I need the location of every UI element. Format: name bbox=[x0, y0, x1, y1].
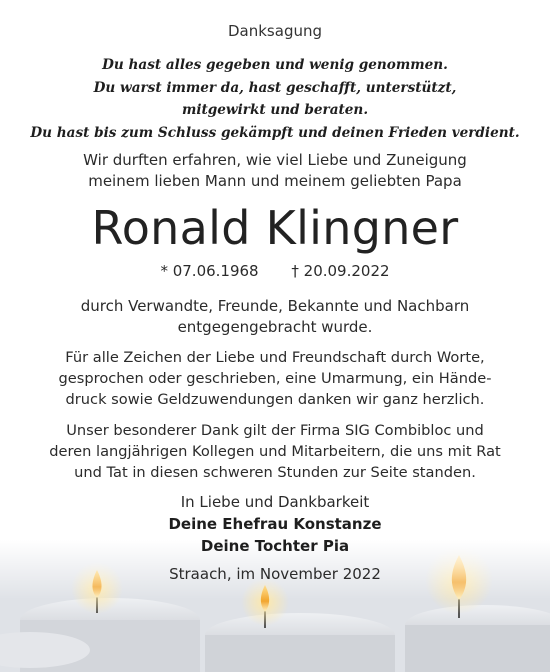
paragraph-line: gesprochen oder geschrieben, eine Umarmung, ein Hände- bbox=[58, 370, 492, 387]
intro-line: meinem lieben Mann und meinem geliebten Papa bbox=[88, 172, 462, 190]
life-dates bbox=[0, 262, 550, 280]
paragraph-line: entgegengebracht wurde. bbox=[177, 318, 373, 336]
place-and-date: Straach, im November 2022 bbox=[169, 565, 381, 583]
signature-daughter: Deine Tochter Pia bbox=[200, 537, 350, 555]
paragraph-line: Für alle Zeichen der Liebe und Freundschaft durch Worte, bbox=[65, 349, 485, 366]
candles-image bbox=[0, 540, 550, 672]
deceased-name: Ronald Klingner bbox=[91, 201, 459, 255]
closing-line: In Liebe und Dankbarkeit bbox=[180, 493, 370, 511]
poem-line: mitgewirkt und beraten. bbox=[181, 102, 369, 118]
poem-line: Du hast alles gegeben und wenig genommen. bbox=[102, 57, 448, 73]
poem-line: Du hast bis zum Schluss gekämpft und deinen Frieden verdient. bbox=[30, 124, 520, 141]
death-date: † 20.09.2022 bbox=[291, 262, 390, 280]
birth-date: * 07.06.1968 bbox=[160, 262, 259, 280]
paragraph-3 bbox=[0, 420, 550, 483]
paragraph-line: durch Verwandte, Freunde, Bekannte und Nachbarn bbox=[80, 297, 470, 315]
intro-text bbox=[0, 150, 550, 192]
paragraph-line: Unser besonderer Dank gilt der Firma SIG Combibloc und bbox=[66, 422, 484, 439]
paragraph-1 bbox=[0, 296, 550, 338]
heading: Danksagung bbox=[228, 22, 322, 40]
poem-line: Du warst immer da, hast geschafft, unterstützt, bbox=[93, 79, 457, 96]
poem bbox=[0, 54, 550, 144]
closing bbox=[0, 491, 550, 557]
paragraph-line: und Tat in diesen schweren Stunden zur Seite standen. bbox=[74, 464, 476, 481]
paragraph-2 bbox=[0, 347, 550, 410]
paragraph-line: deren langjährigen Kollegen und Mitarbeitern, die uns mit Rat bbox=[49, 443, 501, 460]
signature-wife: Deine Ehefrau Konstanze bbox=[168, 515, 382, 533]
paragraph-line: druck sowie Geldzuwendungen danken wir ganz herzlich. bbox=[65, 391, 485, 408]
intro-line: Wir durften erfahren, wie viel Liebe und Zuneigung bbox=[83, 151, 467, 169]
